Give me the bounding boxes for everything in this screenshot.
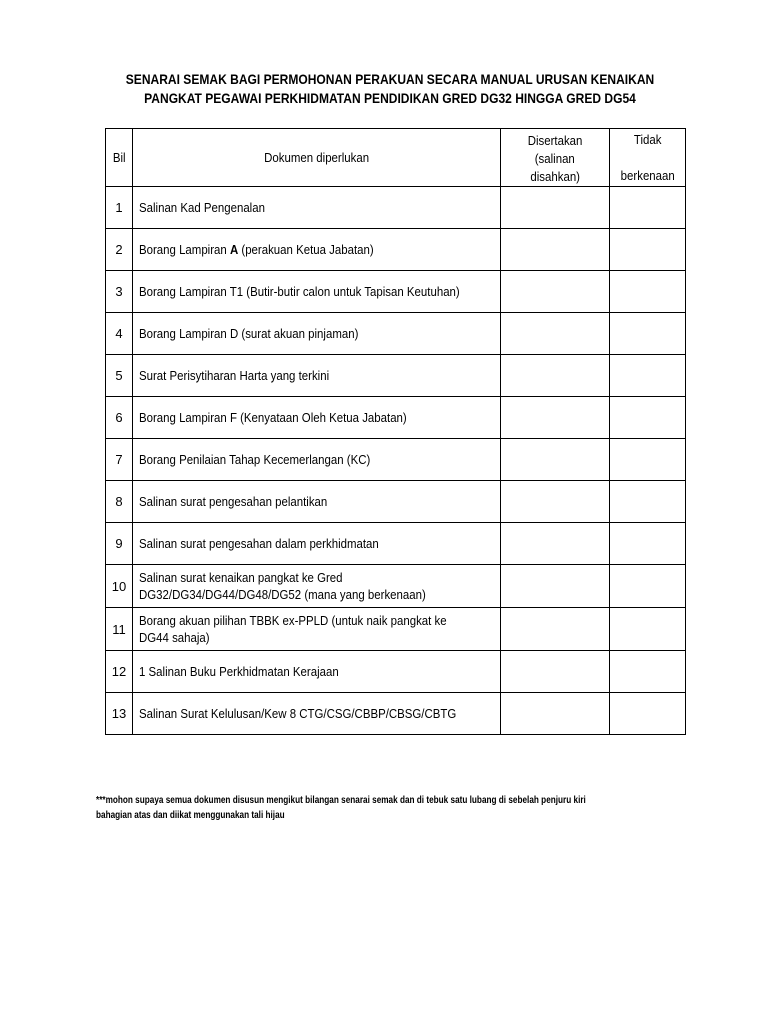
table-row xyxy=(106,355,686,397)
checkbox-disertakan[interactable] xyxy=(501,397,610,439)
row-number: 6 xyxy=(106,397,133,439)
row-number: 11 xyxy=(106,608,133,651)
row-document: Salinan Surat Kelulusan/Kew 8 CTG/CSG/CBBP/CBSG/CBTG xyxy=(133,693,501,735)
row-document: Borang Lampiran F (Kenyataan Oleh Ketua Jabatan) xyxy=(133,397,501,439)
checkbox-tidak-berkenaan[interactable] xyxy=(610,651,686,693)
row-document: 1 Salinan Buku Perkhidmatan Kerajaan xyxy=(133,651,501,693)
footnote-line-1: ***mohon supaya semua dokumen disusun mengikut bilangan senarai semak dan di tebuk satu lubang di sebelah penjuru kiri xyxy=(96,795,586,806)
table-row xyxy=(106,481,686,523)
header-tidak-berkenaan: Tidak berkenaan xyxy=(610,129,686,187)
checkbox-disertakan[interactable] xyxy=(501,187,610,229)
table-row xyxy=(106,271,686,313)
row-document: Borang Lampiran T1 (Butir-butir calon untuk Tapisan Keutuhan) xyxy=(133,271,501,313)
header-bil: Bil xyxy=(106,129,133,187)
table-row xyxy=(106,397,686,439)
row-document: Borang Lampiran A (perakuan Ketua Jabatan) xyxy=(133,229,501,271)
checkbox-tidak-berkenaan[interactable] xyxy=(610,481,686,523)
row-document: Borang akuan pilihan TBBK ex-PPLD (untuk naik pangkat ke DG44 sahaja) xyxy=(133,608,501,651)
checkbox-disertakan[interactable] xyxy=(501,651,610,693)
document-title xyxy=(106,70,674,108)
row-document: Borang Lampiran D (surat akuan pinjaman) xyxy=(133,313,501,355)
row-number: 12 xyxy=(106,651,133,693)
checklist-table xyxy=(105,128,686,735)
checkbox-disertakan[interactable] xyxy=(501,565,610,608)
checkbox-tidak-berkenaan[interactable] xyxy=(610,608,686,651)
row-document: Salinan surat pengesahan pelantikan xyxy=(133,481,501,523)
checkbox-tidak-berkenaan[interactable] xyxy=(610,397,686,439)
row-number: 4 xyxy=(106,313,133,355)
checkbox-disertakan[interactable] xyxy=(501,693,610,735)
table-row xyxy=(106,693,686,735)
table-row xyxy=(106,523,686,565)
row-number: 10 xyxy=(106,565,133,608)
footnote xyxy=(96,793,621,823)
row-number: 3 xyxy=(106,271,133,313)
row-number: 5 xyxy=(106,355,133,397)
header-disertakan: Disertakan (salinan disahkan) xyxy=(501,129,610,187)
checkbox-tidak-berkenaan[interactable] xyxy=(610,313,686,355)
row-document: Salinan surat pengesahan dalam perkhidmatan xyxy=(133,523,501,565)
checkbox-disertakan[interactable] xyxy=(501,229,610,271)
checkbox-tidak-berkenaan[interactable] xyxy=(610,355,686,397)
row-number: 13 xyxy=(106,693,133,735)
checkbox-disertakan[interactable] xyxy=(501,439,610,481)
row-number: 7 xyxy=(106,439,133,481)
row-number: 8 xyxy=(106,481,133,523)
checkbox-disertakan[interactable] xyxy=(501,355,610,397)
checkbox-disertakan[interactable] xyxy=(501,313,610,355)
checkbox-tidak-berkenaan[interactable] xyxy=(610,693,686,735)
checkbox-tidak-berkenaan[interactable] xyxy=(610,565,686,608)
row-number: 2 xyxy=(106,229,133,271)
table-row xyxy=(106,229,686,271)
checkbox-tidak-berkenaan[interactable] xyxy=(610,523,686,565)
title-line-2: PANGKAT PEGAWAI PERKHIDMATAN PENDIDIKAN GRED DG32 HINGGA GRED DG54 xyxy=(144,90,636,106)
row-document: Borang Penilaian Tahap Kecemerlangan (KC) xyxy=(133,439,501,481)
table-header-row xyxy=(106,129,686,187)
table-row xyxy=(106,608,686,651)
row-number: 1 xyxy=(106,187,133,229)
row-document: Salinan Kad Pengenalan xyxy=(133,187,501,229)
table-row xyxy=(106,313,686,355)
checkbox-disertakan[interactable] xyxy=(501,271,610,313)
footnote-line-2: bahagian atas dan diikat menggunakan tali hijau xyxy=(96,810,285,821)
row-document: Salinan surat kenaikan pangkat ke Gred DG32/DG34/DG44/DG48/DG52 (mana yang berkenaan) xyxy=(133,565,501,608)
row-number: 9 xyxy=(106,523,133,565)
title-line-1: SENARAI SEMAK BAGI PERMOHONAN PERAKUAN SECARA MANUAL URUSAN KENAIKAN xyxy=(125,71,655,87)
checkbox-tidak-berkenaan[interactable] xyxy=(610,229,686,271)
table-row xyxy=(106,651,686,693)
checkbox-disertakan[interactable] xyxy=(501,481,610,523)
table-row xyxy=(106,187,686,229)
checkbox-disertakan[interactable] xyxy=(501,523,610,565)
checkbox-tidak-berkenaan[interactable] xyxy=(610,187,686,229)
checkbox-tidak-berkenaan[interactable] xyxy=(610,439,686,481)
table-row xyxy=(106,439,686,481)
checkbox-disertakan[interactable] xyxy=(501,608,610,651)
checkbox-tidak-berkenaan[interactable] xyxy=(610,271,686,313)
header-dokumen: Dokumen diperlukan xyxy=(133,129,501,187)
row-document: Surat Perisytiharan Harta yang terkini xyxy=(133,355,501,397)
table-row xyxy=(106,565,686,608)
